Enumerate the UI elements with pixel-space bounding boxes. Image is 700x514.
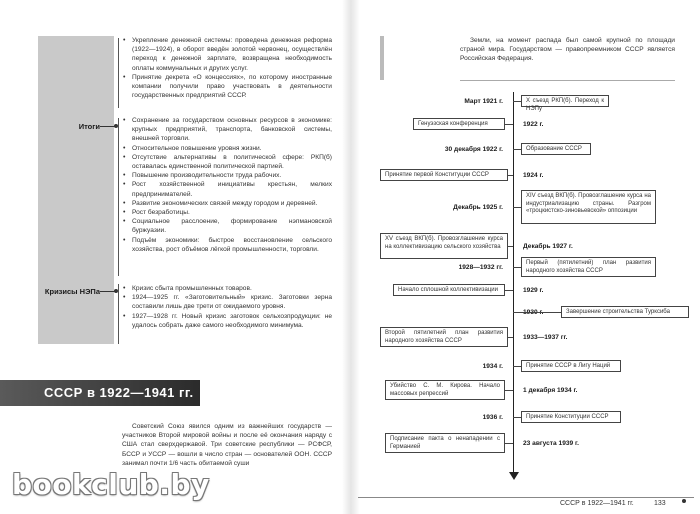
timeline-event-box: XV съезд ВКП(б). Провозглашение курса на коллективизацию сельского хозяйства xyxy=(380,233,508,259)
timeline-tick xyxy=(508,175,513,176)
bullet-item: • Рост безработицы. xyxy=(122,208,332,217)
timeline-event-box: Завершение строительства Турксиба xyxy=(561,306,689,318)
bullet-item: • Относительное повышение уровня жизни. xyxy=(122,144,332,153)
bullet-item: • Принятие декрета «О концессиях», по которому иностранные компании получили право участвовать в деятельности государственных предприятий СССР. xyxy=(122,73,332,101)
bullet-item: • Развитие экономических связей между городом и деревней. xyxy=(122,199,332,208)
bullet-item: • Рост хозяйственной инициативы крестьян, мелких предпринимателей. xyxy=(122,180,332,198)
margin-bar xyxy=(380,36,384,80)
timeline-event-box: Принятие СССР в Лигу Наций xyxy=(521,360,621,372)
footer-dot xyxy=(682,499,686,503)
timeline-date: 1934 г. xyxy=(482,362,503,370)
timeline-tick xyxy=(513,207,521,208)
timeline-event-box: Начало сплошной коллективизации xyxy=(393,284,505,296)
timeline-tick xyxy=(505,390,513,391)
timeline-event-box: Второй пятилетний план развития народного хозяйства СССР xyxy=(380,327,508,347)
bullets-group1 xyxy=(122,36,332,100)
bullets-group2 xyxy=(122,116,332,254)
paragraph-rule xyxy=(460,80,675,81)
footer-rule xyxy=(358,497,694,498)
timeline-tick xyxy=(508,337,513,338)
timeline-event-box: Принятие первой Конституции СССР xyxy=(380,169,508,181)
timeline-event-box: Принятие Конституции СССР xyxy=(521,411,621,423)
timeline-tick xyxy=(505,443,513,444)
timeline-tick xyxy=(513,366,521,367)
timeline-date: 1929 г. xyxy=(523,286,544,294)
timeline-date: Март 1921 г. xyxy=(464,97,503,105)
bullet-item: • Кризис сбыта промышленных товаров. xyxy=(122,284,332,293)
watermark-logo: bookclub.by xyxy=(12,468,210,501)
timeline-event-box: Первый (пятилетний) план развития народного хозяйства СССР xyxy=(521,257,656,277)
bullet-item: • Социальное расслоение, формирование нэпмановской буржуазии. xyxy=(122,217,332,235)
bracket-group2 xyxy=(118,118,119,276)
timeline-tick xyxy=(505,124,513,125)
timeline-date: 30 декабря 1922 г. xyxy=(444,145,503,153)
bullet-item: • Повышение производительности труда рабочих. xyxy=(122,171,332,180)
timeline-tick xyxy=(513,101,521,102)
timeline-event-box: X съезд РКП(б). Переход к НЭПу xyxy=(521,95,609,107)
side-label-crises: Кризисы НЭПа xyxy=(44,287,100,296)
sidebar-shade xyxy=(38,36,114,344)
continuation-paragraph: Земли, на момент распада был самой крупной по площади страной мира. Государством — правопреемником СССР является Российская Федерация. xyxy=(460,37,675,63)
bullet-item: • Сохранение за государством основных ресурсов в экономике: крупных предприятий, транспорта, банковской системы, внешней торговли. xyxy=(122,116,332,144)
side-label-results: Итоги xyxy=(78,122,100,131)
page-number: 133 xyxy=(654,500,666,507)
right-page xyxy=(350,0,700,514)
timeline-date: 1 декабря 1934 г. xyxy=(523,386,578,394)
timeline-tick xyxy=(513,267,521,268)
timeline-date: Декабрь 1927 г. xyxy=(523,242,573,250)
timeline-tick xyxy=(505,290,513,291)
bullet-item: • 1927—1928 гг. Новый кризис заготовок сельхозпродукции: не удалось собрать даже самого необходимого минимума. xyxy=(122,312,332,330)
timeline-arrow xyxy=(509,472,519,480)
intro-paragraph: Советский Союз явился одним из важнейших государств — участников Второй мировой войны и после её окончания наряду с США стал сверхдержавой. Три советские республики — РСФСР, БССР и УССР — вошли в число стран — основателей ООН. СССР занимал почти 1/6 часть обитаемой суши xyxy=(122,423,332,467)
bullet-item: • Подъём экономики: быстрое восстановление сельского хозяйства, рост объёмов лёгкой промышленности, торговли. xyxy=(122,236,332,254)
side-arrow-crises xyxy=(100,291,116,292)
timeline-event-box: Генуэзская конференция xyxy=(413,118,505,130)
timeline-tick xyxy=(513,149,521,150)
bullet-item: • Отсутствие альтернативы в политической сфере: РКП(б) оставалась единственной политической партией. xyxy=(122,153,332,171)
timeline-date: Декабрь 1925 г. xyxy=(453,203,503,211)
bracket-group1 xyxy=(118,38,119,108)
timeline-tick xyxy=(508,246,513,247)
timeline-date: 1936 г. xyxy=(482,413,503,421)
timeline-event-box: Убийство С. М. Кирова. Начало массовых репрессий xyxy=(385,380,505,400)
timeline-tick xyxy=(513,312,561,313)
timeline-date: 1924 г. xyxy=(523,171,544,179)
bullets-group3 xyxy=(122,284,332,330)
timeline-date: 1922 г. xyxy=(523,120,544,128)
bracket-group3 xyxy=(118,284,119,344)
timeline-date: 23 августа 1939 г. xyxy=(523,439,579,447)
timeline-event-box: Образование СССР xyxy=(521,143,591,155)
timeline-event-box: XIV съезд ВКП(б). Провозглашение курса на индустриализацию страны. Разгром «троцкистско-зиновьевской» оппозиции xyxy=(521,190,656,224)
bullet-item: • Укрепление денежной системы: проведена денежная реформа (1922—1924), в оборот введён золотой червонец, осуществлён переход к денежной зарплате, возвращена необходимость оплаты коммунальных и других услуг. xyxy=(122,36,332,73)
running-footer: СССР в 1922—1941 гг. xyxy=(560,500,634,507)
timeline-event-box: Подписание пакта о ненападении с Германией xyxy=(385,433,505,453)
timeline-tick xyxy=(513,417,521,418)
timeline-date: 1928—1932 гг. xyxy=(458,263,503,271)
side-arrow-results xyxy=(100,126,116,127)
section-title: СССР в 1922—1941 гг. xyxy=(0,380,200,406)
timeline-date: 1933—1937 гг. xyxy=(523,333,568,341)
bullet-item: • 1924—1925 гг. «Заготовительный» кризис. Заготовки зерна составили лишь две трети от ожидаемого уровня. xyxy=(122,293,332,311)
